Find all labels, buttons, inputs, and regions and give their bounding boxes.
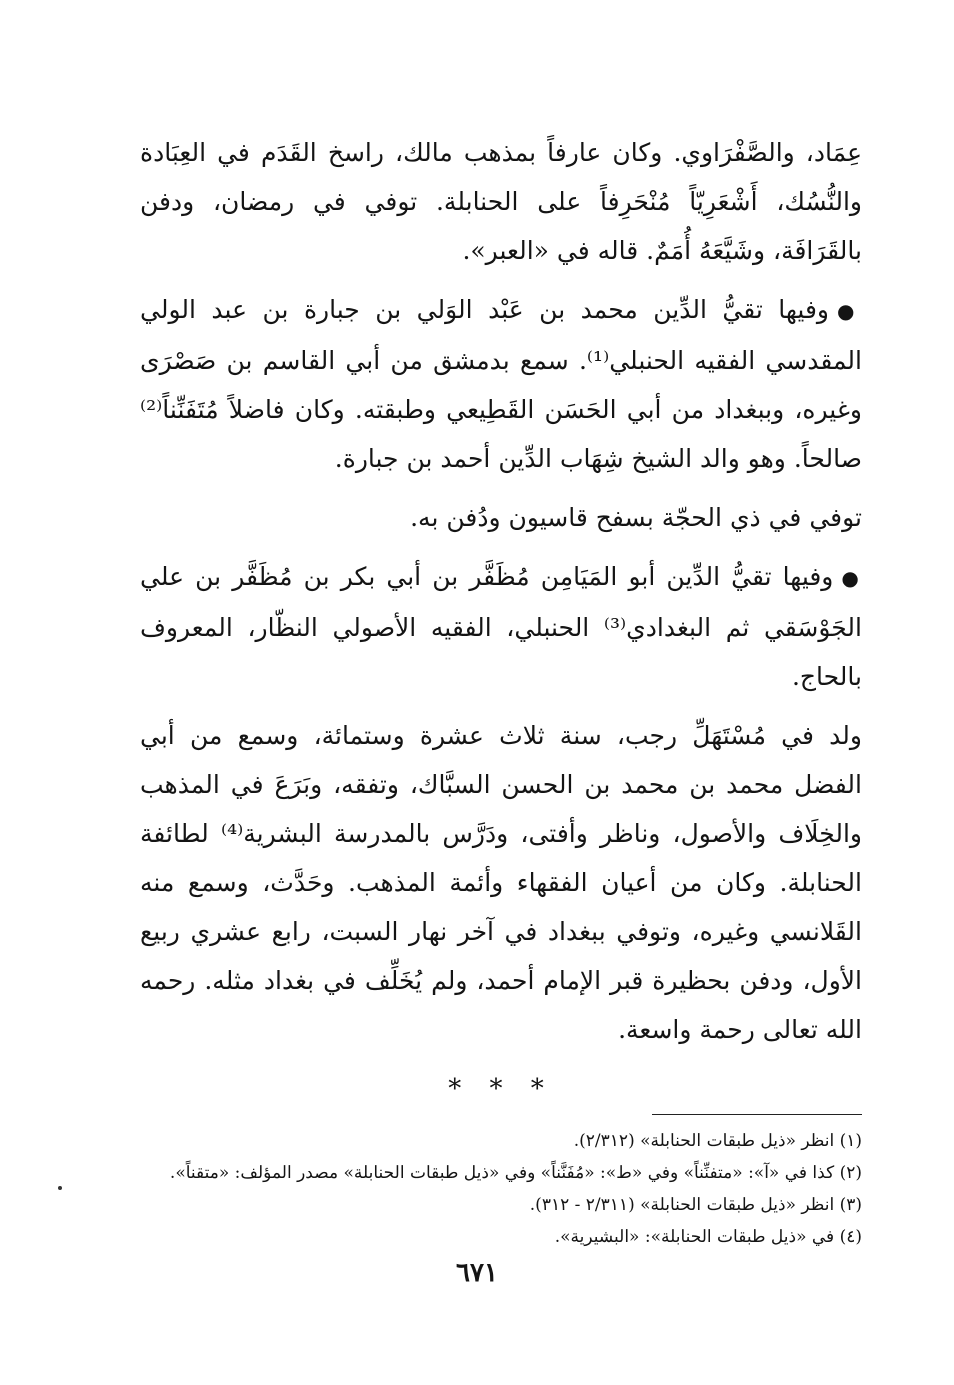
- page-number: ٦٧١: [456, 1258, 498, 1288]
- paragraph-2: [140, 285, 862, 483]
- margin-speck: [58, 1186, 62, 1190]
- bullet-icon: ●: [837, 299, 863, 323]
- footnote-3: (٣) انظر «ذيل طبقات الحنابلة» (٢/٣١١ - ٣١٢).: [529, 1195, 862, 1215]
- footnotes: [140, 1125, 862, 1253]
- page-body: [140, 128, 862, 1253]
- footnote-4: (٤) في «ذيل طبقات الحنابلة»: «البشيرية».: [554, 1227, 862, 1247]
- bullet-icon: ●: [841, 566, 862, 590]
- paragraph-4: [140, 552, 862, 701]
- paragraph-5-text: ولد في مُسْتَهَلِّ رجب، سنة ثلاث عشرة وستمائة، وسمع من أبي الفضل محمد بن محمد بن الحسن السبَّاك، وتفقه، وبَرَعَ في المذهب والخِلَاف والأصول، وناظر وأفتى، ودَرَّس بالمدرسة البشرية⁽⁴⁾ لطائفة الحنابلة. وكان من أعيان الفقهاء وأئمة المذهب. وحَدَّث، وسمع منه القَلانسي وغيره، وتوفي ببغداد في آخر نهار السبت، رابع عشري ربيع الأول، ودفن بحظيرة قبر الإمام أحمد، ولم يُخَلِّف في بغداد مثله. رحمه الله تعالى رحمة واسعة.: [140, 721, 863, 1044]
- paragraph-2-text: وفيها تقيُّ الدِّين محمد بن عَبْد الوَلي بن جبارة بن عبد الولي المقدسي الفقيه الحنبلي⁽¹⁾. سمع بدمشق من أبي القاسم بن صَصْرَى وغيره، وببغداد من أبي الحَسَن القَطِيعي وطبقته. وكان فاضلاً مُتَفَنِّناً⁽²⁾ صالحاً. وهو والد الشيخ شِهَاب الدِّين أحمد بن جبارة.: [140, 295, 862, 473]
- paragraph-1: [140, 128, 862, 275]
- footnote-rule: [652, 1114, 862, 1115]
- paragraph-1-text: عِمَاد، والصَّفْرَاوي. وكان عارفاً بمذهب مالك، راسخ القَدَم في العِبَادة والنُّسُك، أَشْعَرِيّاً مُنْحَرِفاً على الحنابلة. توفي في رمضان، ودفن بالقَرَافَة، وشَيَّعَهُ أُمَمٌ. قاله في «العبر».: [140, 138, 862, 265]
- paragraph-4-text: وفيها تقيُّ الدِّين أبو المَيَامِن مُظَفَّر بن أبي بكر بن مُظَفَّر بن علي الجَوْسَقي ثم البغدادي⁽³⁾ الحنبلي، الفقيه الأصولي النظّار، المعروف بالحاج.: [140, 562, 862, 691]
- footnote-2: (٢) كذا في «آ»: «متفنِّناً» وفي «ط»: «مُفَنَّناً» وفي «ذيل طبقات الحنابلة» مصدر المؤلف: «متقناً».: [169, 1163, 862, 1183]
- paragraph-3: [140, 493, 862, 542]
- section-divider-stars: * * *: [448, 1074, 554, 1104]
- paragraph-3-text: توفي في ذي الحجّة بسفح قاسيون ودُفن به.: [410, 503, 862, 532]
- paragraph-5: [140, 711, 862, 1054]
- footnote-1: (١) انظر «ذيل طبقات الحنابلة» (٢/٣١٢).: [573, 1131, 862, 1151]
